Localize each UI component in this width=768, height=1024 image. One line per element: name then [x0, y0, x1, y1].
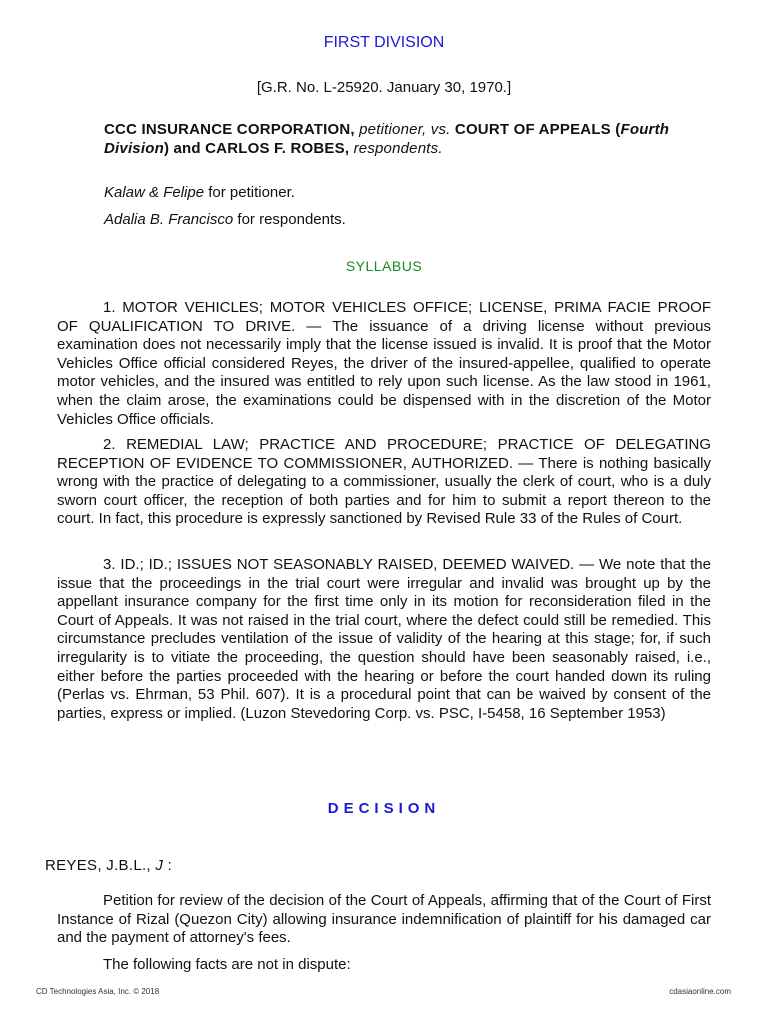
respondent-and: ) and CARLOS F. ROBES,: [163, 140, 350, 157]
open-paren: (: [615, 121, 621, 138]
ponente-name: REYES, J.B.L.,: [45, 857, 151, 874]
footer-site: cdasiaonline.com: [669, 987, 731, 996]
respondent-role: respondents.: [353, 140, 443, 157]
petitioner-counsel-suffix: for petitioner.: [208, 184, 295, 201]
petitioner-counsel: Kalaw & Felipe: [104, 184, 205, 201]
petitioner-role: petitioner, vs.: [359, 121, 451, 138]
court-division: Fourth Division: [104, 121, 670, 157]
petitioner-counsel-line: [104, 184, 295, 201]
decision-heading: DECISION: [327, 800, 441, 817]
respondent-counsel-suffix: for respondents.: [237, 211, 346, 228]
syllabus-item: 1. MOTOR VEHICLES; MOTOR VEHICLES OFFICE; LICENSE, PRIMA FACIE PROOF OF QUALIFICATION TO DRIVE. — The issuance of a driving license without previous examination does not necessarily imply that the license issued is invalid. It is proof that the Motor Vehicles Office official considered Reyes, the driver of the insured-appellee, qualified to operate motor vehicles, and the insured was entitled to rely upon such license. As the law stood in 1961, when the claim arose, the examinations could be dispensed with in the discretion of the Motor Vehicles Office officials.: [57, 299, 711, 428]
respondent-court: COURT OF APPEALS: [454, 121, 611, 138]
syllabus-heading: SYLLABUS: [345, 258, 423, 274]
respondent-counsel-line: [104, 211, 346, 228]
case-parties: [104, 120, 704, 158]
petitioner-name: CCC INSURANCE CORPORATION,: [104, 121, 355, 138]
case-number: [G.R. No. L-25920. January 30, 1970.]: [256, 79, 512, 96]
decision-paragraph: Petition for review of the decision of the Court of Appeals, affirming that of the Court of First Instance of Rizal (Quezon City) allowing insurance indemnification of plaintiff for his damaged car and the payment of attorney's fees.: [57, 892, 711, 947]
decision-paragraph: The following facts are not in dispute:: [103, 956, 351, 973]
syllabus-item: 2. REMEDIAL LAW; PRACTICE AND PROCEDURE; PRACTICE OF DELEGATING RECEPTION OF EVIDENCE TO COMMISSIONER, AUTHORIZED. — There is nothing basically wrong with the practice of delegating to a commissioner, usually the clerk of court, who is a duly sworn court officer, the reception of both parties and for him to submit a report thereon to the court. In fact, this procedure is expressly sanctioned by Revised Rule 33 of the Rules of Court.: [57, 436, 711, 528]
footer-copyright: CD Technologies Asia, Inc. © 2018: [36, 987, 160, 996]
ponente-suffix: :: [167, 857, 173, 874]
division-heading: FIRST DIVISION: [323, 34, 445, 51]
respondent-counsel: Adalia B. Francisco: [104, 211, 234, 228]
syllabus-item: 3. ID.; ID.; ISSUES NOT SEASONABLY RAISED, DEEMED WAIVED. — We note that the issue that the proceedings in the trial court were irregular and invalid was brought up by the appellant insurance company for the first time only in its motion for reconsideration filed in the Court of Appeals. It was not raised in the trial court, where the defect could still be remedied. This circumstance precludes ventilation of the issue of validity of the hearing at this stage; for, if such irregularity is to vitiate the proceeding, the question should have been seasonably raised, i.e., either before the parties proceeded with the hearing or before the court handed down its ruling (Perlas vs. Ehrman, 53 Phil. 607). It is a procedural point that can be waived by consent of the parties, express or implied. (Luzon Stevedoring Corp. vs. PSC, I-5458, 16 September 1953): [57, 556, 711, 722]
ponente-title: J: [155, 857, 164, 874]
ponente: [45, 857, 172, 874]
